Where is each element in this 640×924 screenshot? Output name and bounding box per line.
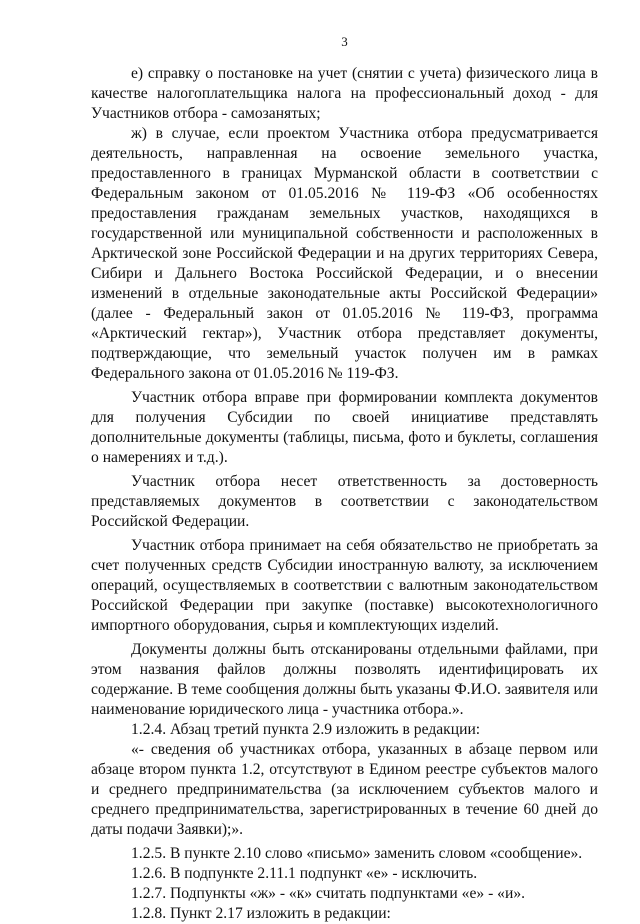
paragraph-1-2-4: 1.2.4. Абзац третий пункта 2.9 изложить в редакции: xyxy=(131,721,481,738)
paragraph-1-2-5: 1.2.5. В пункте 2.10 слово «письмо» заменить словом «сообщение». xyxy=(131,845,583,862)
paragraph-quote-2-9: «- сведения об участниках отбора, указанных в абзаце первом или абзаце втором пункта 1.2, отсутствуют в Едином реестре субъектов малого и среднего предпринимательства (за исключением субъектов малого и среднего предпринимательства, зарегистрированных в течение 60 дней до даты подачи Заявки);». xyxy=(91,741,598,838)
paragraph-1-2-7: 1.2.7. Подпункты «ж» - «к» считать подпунктами «е» - «и». xyxy=(131,885,526,902)
paragraph-obligation: Участник отбора принимает на себя обязательство не приобретать за счет полученных средств Субсидии иностранную валюту, за исключением операций, осуществляемых в соответствии с валютным законодательством Российской Федерации при закупке (поставке) высокотехнологичного импортного оборудования, сырья и комплектующих изделий. xyxy=(91,537,598,634)
paragraph-additional-documents: Участник отбора вправе при формировании комплекта документов для получения Субсидии по своей инициативе представлять дополнительные документы (таблицы, письма, фото и буклеты, соглашения о намерениях и т.д.). xyxy=(91,389,598,466)
paragraph-1-2-6: 1.2.6. В подпункте 2.11.1 подпункт «е» - исключить. xyxy=(131,865,478,882)
paragraph-e: е) справку о постановке на учет (снятии с учета) физического лица в качестве налогоплательщика налога на профессиональный доход - для Участников отбора - самозанятых; xyxy=(91,65,598,122)
paragraph-scanning: Документы должны быть отсканированы отдельными файлами, при этом названия файлов должны позволять идентифицировать их содержание. В теме сообщения должны быть указаны Ф.И.О. заявителя или наименование юридического лица - участника отбора.». xyxy=(91,641,598,718)
page-number: 3 xyxy=(341,34,348,49)
paragraph-1-2-8: 1.2.8. Пункт 2.17 изложить в редакции: xyxy=(131,905,391,922)
paragraph-zh: ж) в случае, если проектом Участника отбора предусматривается деятельность, направленная на освоение земельного участка, предоставленного в границах Мурманской области в соответствии с Федеральным законом от 01.05.2016 № 119-ФЗ «Об особенностях предоставления гражданам земельных участков, находящихся в государственной или муниципальной собственности и расположенных в Арктической зоне Российской Федерации и на других территориях Севера, Сибири и Дальнего Востока Российской Федерации, и о внесении изменений в отдельные законодательные акты Российской Федерации» (далее - Федеральный закон от 01.05.2016 № 119-ФЗ, программа «Арктический гектар»), Участник отбора представляет документы, подтверждающие, что земельный участок получен им в рамках Федерального закона от 01.05.2016 № 119-ФЗ. xyxy=(91,125,598,382)
paragraph-responsibility: Участник отбора несет ответственность за достоверность представляемых документов в соответствии с законодательством Российской Федерации. xyxy=(91,473,598,530)
document-body xyxy=(91,64,598,924)
